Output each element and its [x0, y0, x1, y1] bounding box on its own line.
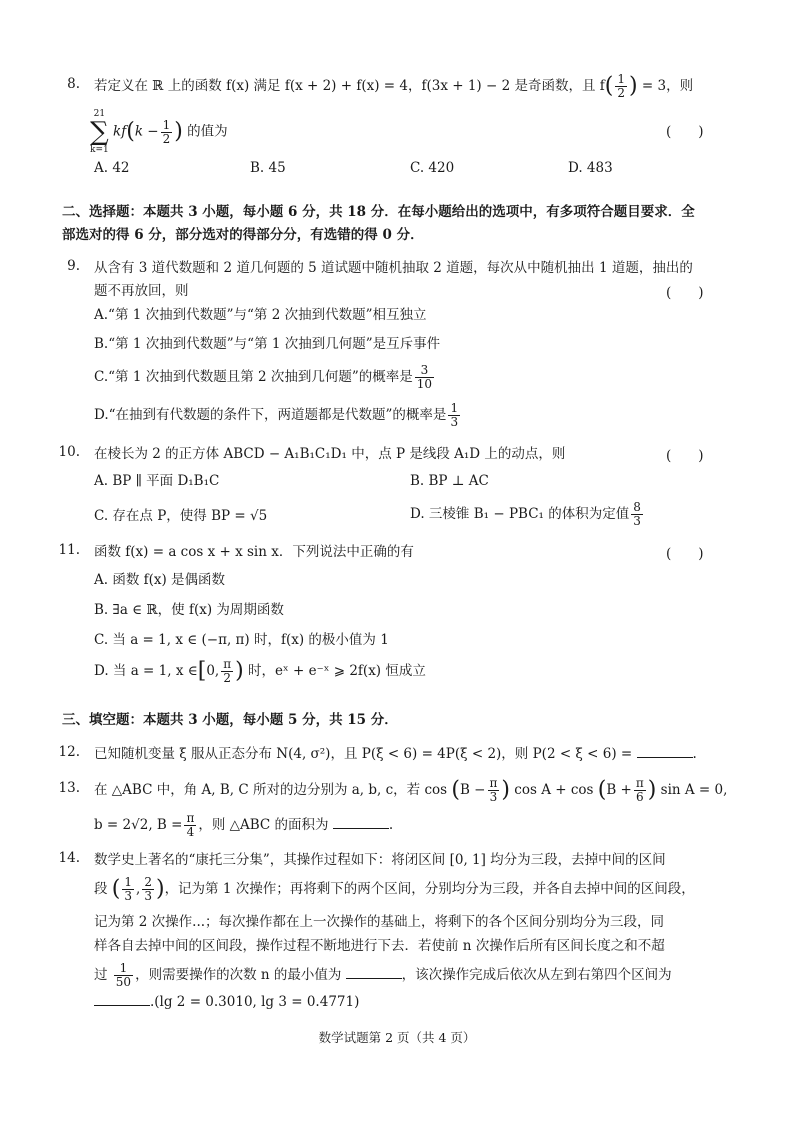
sum-symbol: 21 ∑ k=1	[90, 109, 109, 155]
q12-line1: 已知随机变量 ξ 服从正态分布 N(4, σ²)，且 P(ξ < 6) = 4P(ξ < 2)，则 P(2 < ξ < 6) = .	[94, 746, 697, 762]
q11-option-c[interactable]: C. 当 a = 1, x ∈ (−π, π) 时，f(x) 的极小值为 1	[94, 632, 389, 648]
q9-option-a[interactable]: A.“第 1 次抽到代数题”与“第 2 次抽到代数题”相互独立	[94, 307, 427, 323]
q10-option-b[interactable]: B. BP ⊥ AC	[410, 473, 489, 489]
q11-answer-paren[interactable]: ( )	[666, 546, 704, 562]
q11-number: 11.	[58, 542, 80, 558]
q14-answer-blank-1[interactable]	[346, 966, 402, 979]
q11-option-d[interactable]: D. 当 a = 1, x ∈[0, $\frac{\pi}{2}$ ) 时，eˣ + e⁻ˣ ⩾ 2f(x) 恒成立	[94, 657, 426, 685]
q14-line1: 数学史上著名的“康托三分集”，其操作过程如下：将闭区间 [0, 1] 均分为三段，去掉中间的区间	[94, 852, 666, 868]
q9-number: 9.	[67, 258, 80, 274]
q14-line5: 过 $\frac{1}{50}$ ，则需要操作的次数 n 的最小值为 ，该次操作完成后依次从左到右第四个区间为	[94, 961, 672, 989]
q8-line1: 若定义在 ℝ 上的函数 f(x) 满足 f(x + 2) + f(x) = 4，f(3x + 1) − 2 是奇函数，且 f( $\frac{1}{2}$ ) = 3，则	[94, 72, 694, 100]
q9-option-d[interactable]: D.“在抽到有代数题的条件下，两道题都是代数题”的概率是 $\frac{1}{3}$	[94, 401, 459, 429]
q8-number: 8.	[67, 76, 80, 92]
q8-option-c[interactable]: C. 420	[410, 160, 455, 176]
q13-line1: 在 △ABC 中，角 A, B, C 所对的边分别为 a, b, c，若 cos (B − $\frac{\pi}{3}$ ) cos A + cos (B + $\frac{\pi}{6}$ ) sin A = 0,	[94, 776, 728, 804]
q8-text-b: = 3，则	[641, 78, 694, 94]
q10-line1: 在棱长为 2 的正方体 ABCD − A₁B₁C₁D₁ 中，点 P 是线段 A₁D 上的动点，则	[94, 446, 566, 462]
q8-option-b[interactable]: B. 45	[250, 160, 286, 176]
q10-option-a[interactable]: A. BP ∥ 平面 D₁B₁C	[94, 473, 220, 489]
q9-option-c[interactable]: C.“第 1 次抽到代数题且第 2 次抽到几何题”的概率是 $\frac{3}{10}$	[94, 363, 433, 391]
q8-option-d[interactable]: D. 483	[568, 160, 613, 176]
q14-line6: .(lg 2 = 0.3010, lg 3 = 0.4771)	[94, 992, 359, 1012]
q10-option-c[interactable]: C. 存在点 P，使得 BP = √5	[94, 508, 268, 524]
q9-option-b[interactable]: B.“第 1 次抽到代数题”与“第 1 次抽到几何题”是互斥事件	[94, 336, 441, 352]
q13-number: 13.	[58, 780, 80, 796]
q13-line2: b = 2√2, B = $\frac{\pi}{4}$ ，则 △ABC 的面积为 .	[94, 811, 394, 839]
q8-frac-a: $\frac{1}{2}$	[617, 72, 625, 100]
q10-option-d[interactable]: D. 三棱锥 B₁ − PBC₁ 的体积为定值 $\frac{8}{3}$	[410, 500, 641, 528]
section2-heading-cont: 部选对的得 6 分，部分选对的得部分分，有选错的得 0 分．	[62, 227, 424, 243]
q14-answer-blank-2[interactable]	[94, 993, 150, 1006]
q13-answer-blank[interactable]	[333, 816, 389, 829]
q9-answer-paren[interactable]: ( )	[666, 285, 704, 301]
q11-option-a[interactable]: A. 函数 f(x) 是偶函数	[94, 572, 226, 588]
section2-heading: 二、选择题：本题共 3 小题，每小题 6 分，共 18 分．在每小题给出的选项中，有多项符合题目要求．全	[62, 204, 695, 220]
q11-line1: 函数 f(x) = a cos x + x sin x．下列说法中正确的有	[94, 544, 414, 560]
q8-option-a[interactable]: A. 42	[94, 160, 130, 176]
q9-line1: 从含有 3 道代数题和 2 道几何题的 5 道试题中随机抽取 2 道题，每次从中随机抽出 1 道题，抽出的	[94, 260, 693, 276]
q14-line4: 样各自去掉中间的区间段，操作过程不断地进行下去．若使前 n 次操作后所有区间长度之和不超	[94, 938, 665, 954]
q9-line2: 题不再放回，则	[94, 283, 189, 299]
q14-line3: 记为第 2 次操作...；每次操作都在上一次操作的基础上，将剩下的各个区间分别均分为三段，同	[94, 914, 665, 930]
section3-heading: 三、填空题：本题共 3 小题，每小题 5 分，共 15 分．	[62, 712, 398, 728]
q12-answer-blank[interactable]	[637, 745, 693, 758]
q8-answer-paren[interactable]: ( )	[666, 124, 704, 140]
q8-line2: 21 ∑ k=1 kf(k − $\frac{1}{2}$ ) 的值为	[90, 109, 228, 155]
q12-number: 12.	[58, 744, 80, 760]
page-footer: 数学试题第 2 页（共 4 页）	[318, 1030, 476, 1045]
q8-text-a: 若定义在 ℝ 上的函数 f(x) 满足 f(x + 2) + f(x) = 4，f(3x + 1) − 2 是奇函数，且 f	[94, 78, 605, 94]
q10-answer-paren[interactable]: ( )	[666, 448, 704, 464]
q14-line2: 段 ( $\frac{1}{3}$ , $\frac{2}{3}$ )，记为第 1 次操作；再将剩下的两个区间，分别均分为三段，并各自去掉中间的区间段，	[94, 875, 695, 903]
q14-number: 14.	[58, 850, 80, 866]
q11-option-b[interactable]: B. ∃a ∈ ℝ，使 f(x) 为周期函数	[94, 602, 284, 618]
q10-number: 10.	[58, 444, 80, 460]
